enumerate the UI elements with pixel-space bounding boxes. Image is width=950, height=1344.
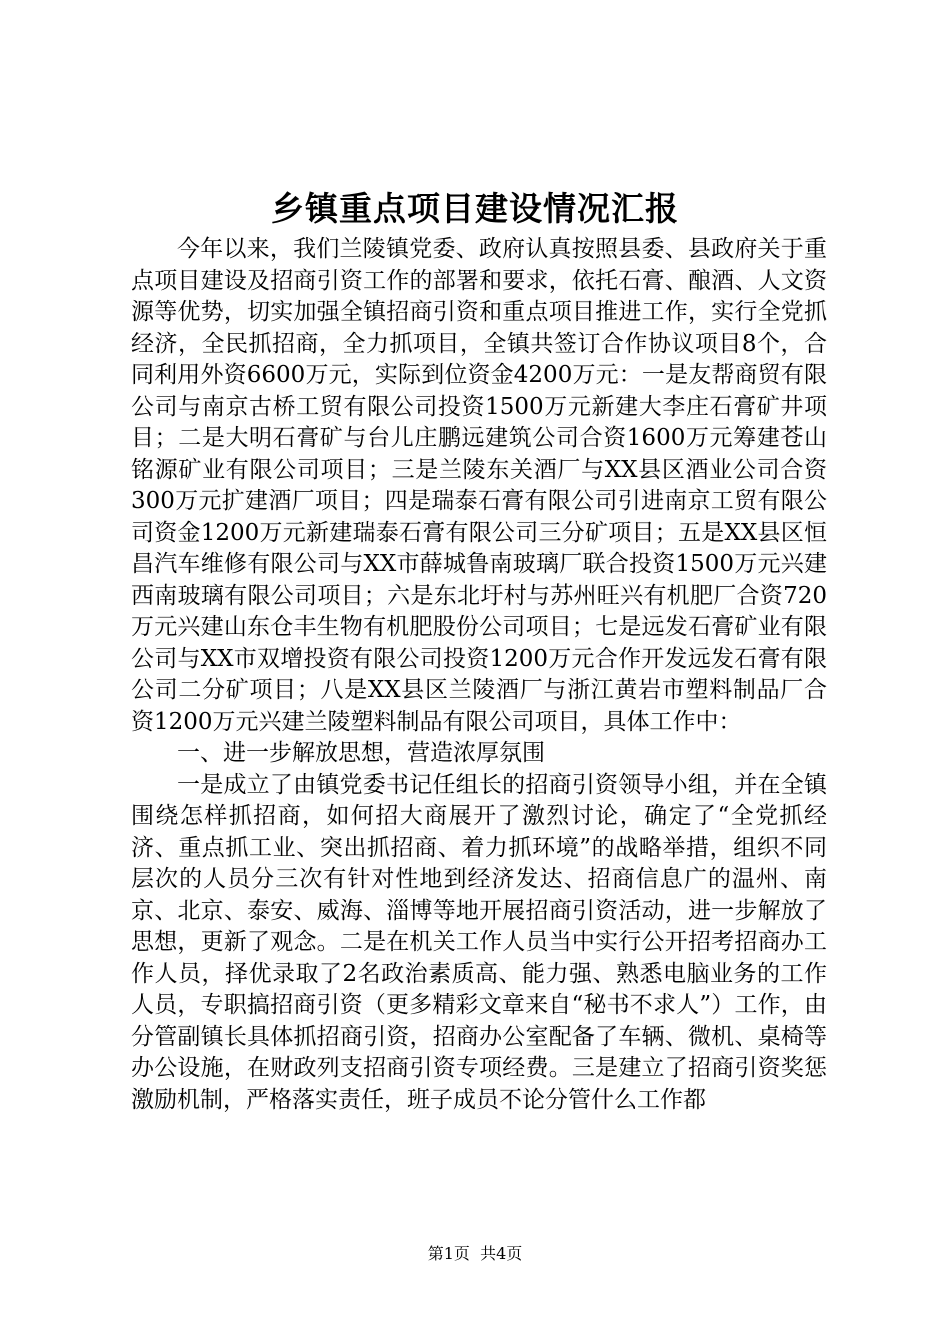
page-footer xyxy=(0,1243,950,1265)
section-heading-1: 一、进一步解放思想，营造浓厚氛围 xyxy=(177,740,545,766)
footer-spacer xyxy=(470,1244,480,1263)
paragraph-intro: 今年以来，我们兰陵镇党委、政府认真按照县委、县政府关于重点项目建设及招商引资工作的部署和要求，依托石膏、酿酒、人文资源等优势，切实加强全镇招商引资和重点项目推进工作，实行全党抓经济，全民抓招商，全力抓项目，全镇共签订合作协议项目8个，合同利用外资6600万元，实际到位资金4200万元：一是友帮商贸有限公司与南京古桥工贸有限公司投资1500万元新建大李庄石膏矿井项目；二是大明石膏矿与台儿庄鹏远建筑公司合资1600万元筹建苍山铭源矿业有限公司项目；三是兰陵东关酒厂与XX县区酒业公司合资300万元扩建酒厂项目；四是瑞泰石膏有限公司引进南京工贸有限公司资金1200万元新建瑞泰石膏有限公司三分矿项目；五是XX县区恒昌汽车维修有限公司与XX市薛城鲁南玻璃厂联合投资1500万元兴建西南玻璃有限公司项目；六是东北圩村与苏州旺兴有机肥厂合资720万元兴建山东仓丰生物有机肥股份公司项目；七是远发石膏矿业有限公司与XX市双增投资有限公司投资1200万元合作开发远发石膏有限公司二分矿项目；八是XX县区兰陵酒厂与浙江黄岩市塑料制品厂合资1200万元兴建兰陵塑料制品有限公司项目，具体工作中： xyxy=(131,236,827,735)
total-pages: 共4页 xyxy=(480,1244,523,1263)
document-title: 乡镇重点项目建设情况汇报 xyxy=(271,189,679,228)
paragraph-section-1: 一是成立了由镇党委书记任组长的招商引资领导小组，并在全镇围绕怎样抓招商，如何招大商展开了激烈讨论，确定了“全党抓经济、重点抓工业、突出抓招商、着力抓环境”的战略举措，组织不同层次的人员分三次有针对性地到经济发达、招商信息广的温州、南京、北京、泰安、威海、淄博等地开展招商引资活动，进一步解放了思想，更新了观念。二是在机关工作人员当中实行公开招考招商办工作人员，择优录取了2名政治素质高、能力强、熟悉电脑业务的工作人员，专职搞招商引资（更多精彩文章来自“秘书不求人”）工作，由分管副镇长具体抓招商引资，招商办公室配备了车辆、微机、桌椅等办公设施，在财政列支招商引资专项经费。三是建立了招商引资奖惩激励机制，严格落实责任，班子成员不论分管什么工作都 xyxy=(131,771,827,1113)
document-body xyxy=(131,234,827,1116)
page-number: 第1页 xyxy=(427,1244,470,1263)
